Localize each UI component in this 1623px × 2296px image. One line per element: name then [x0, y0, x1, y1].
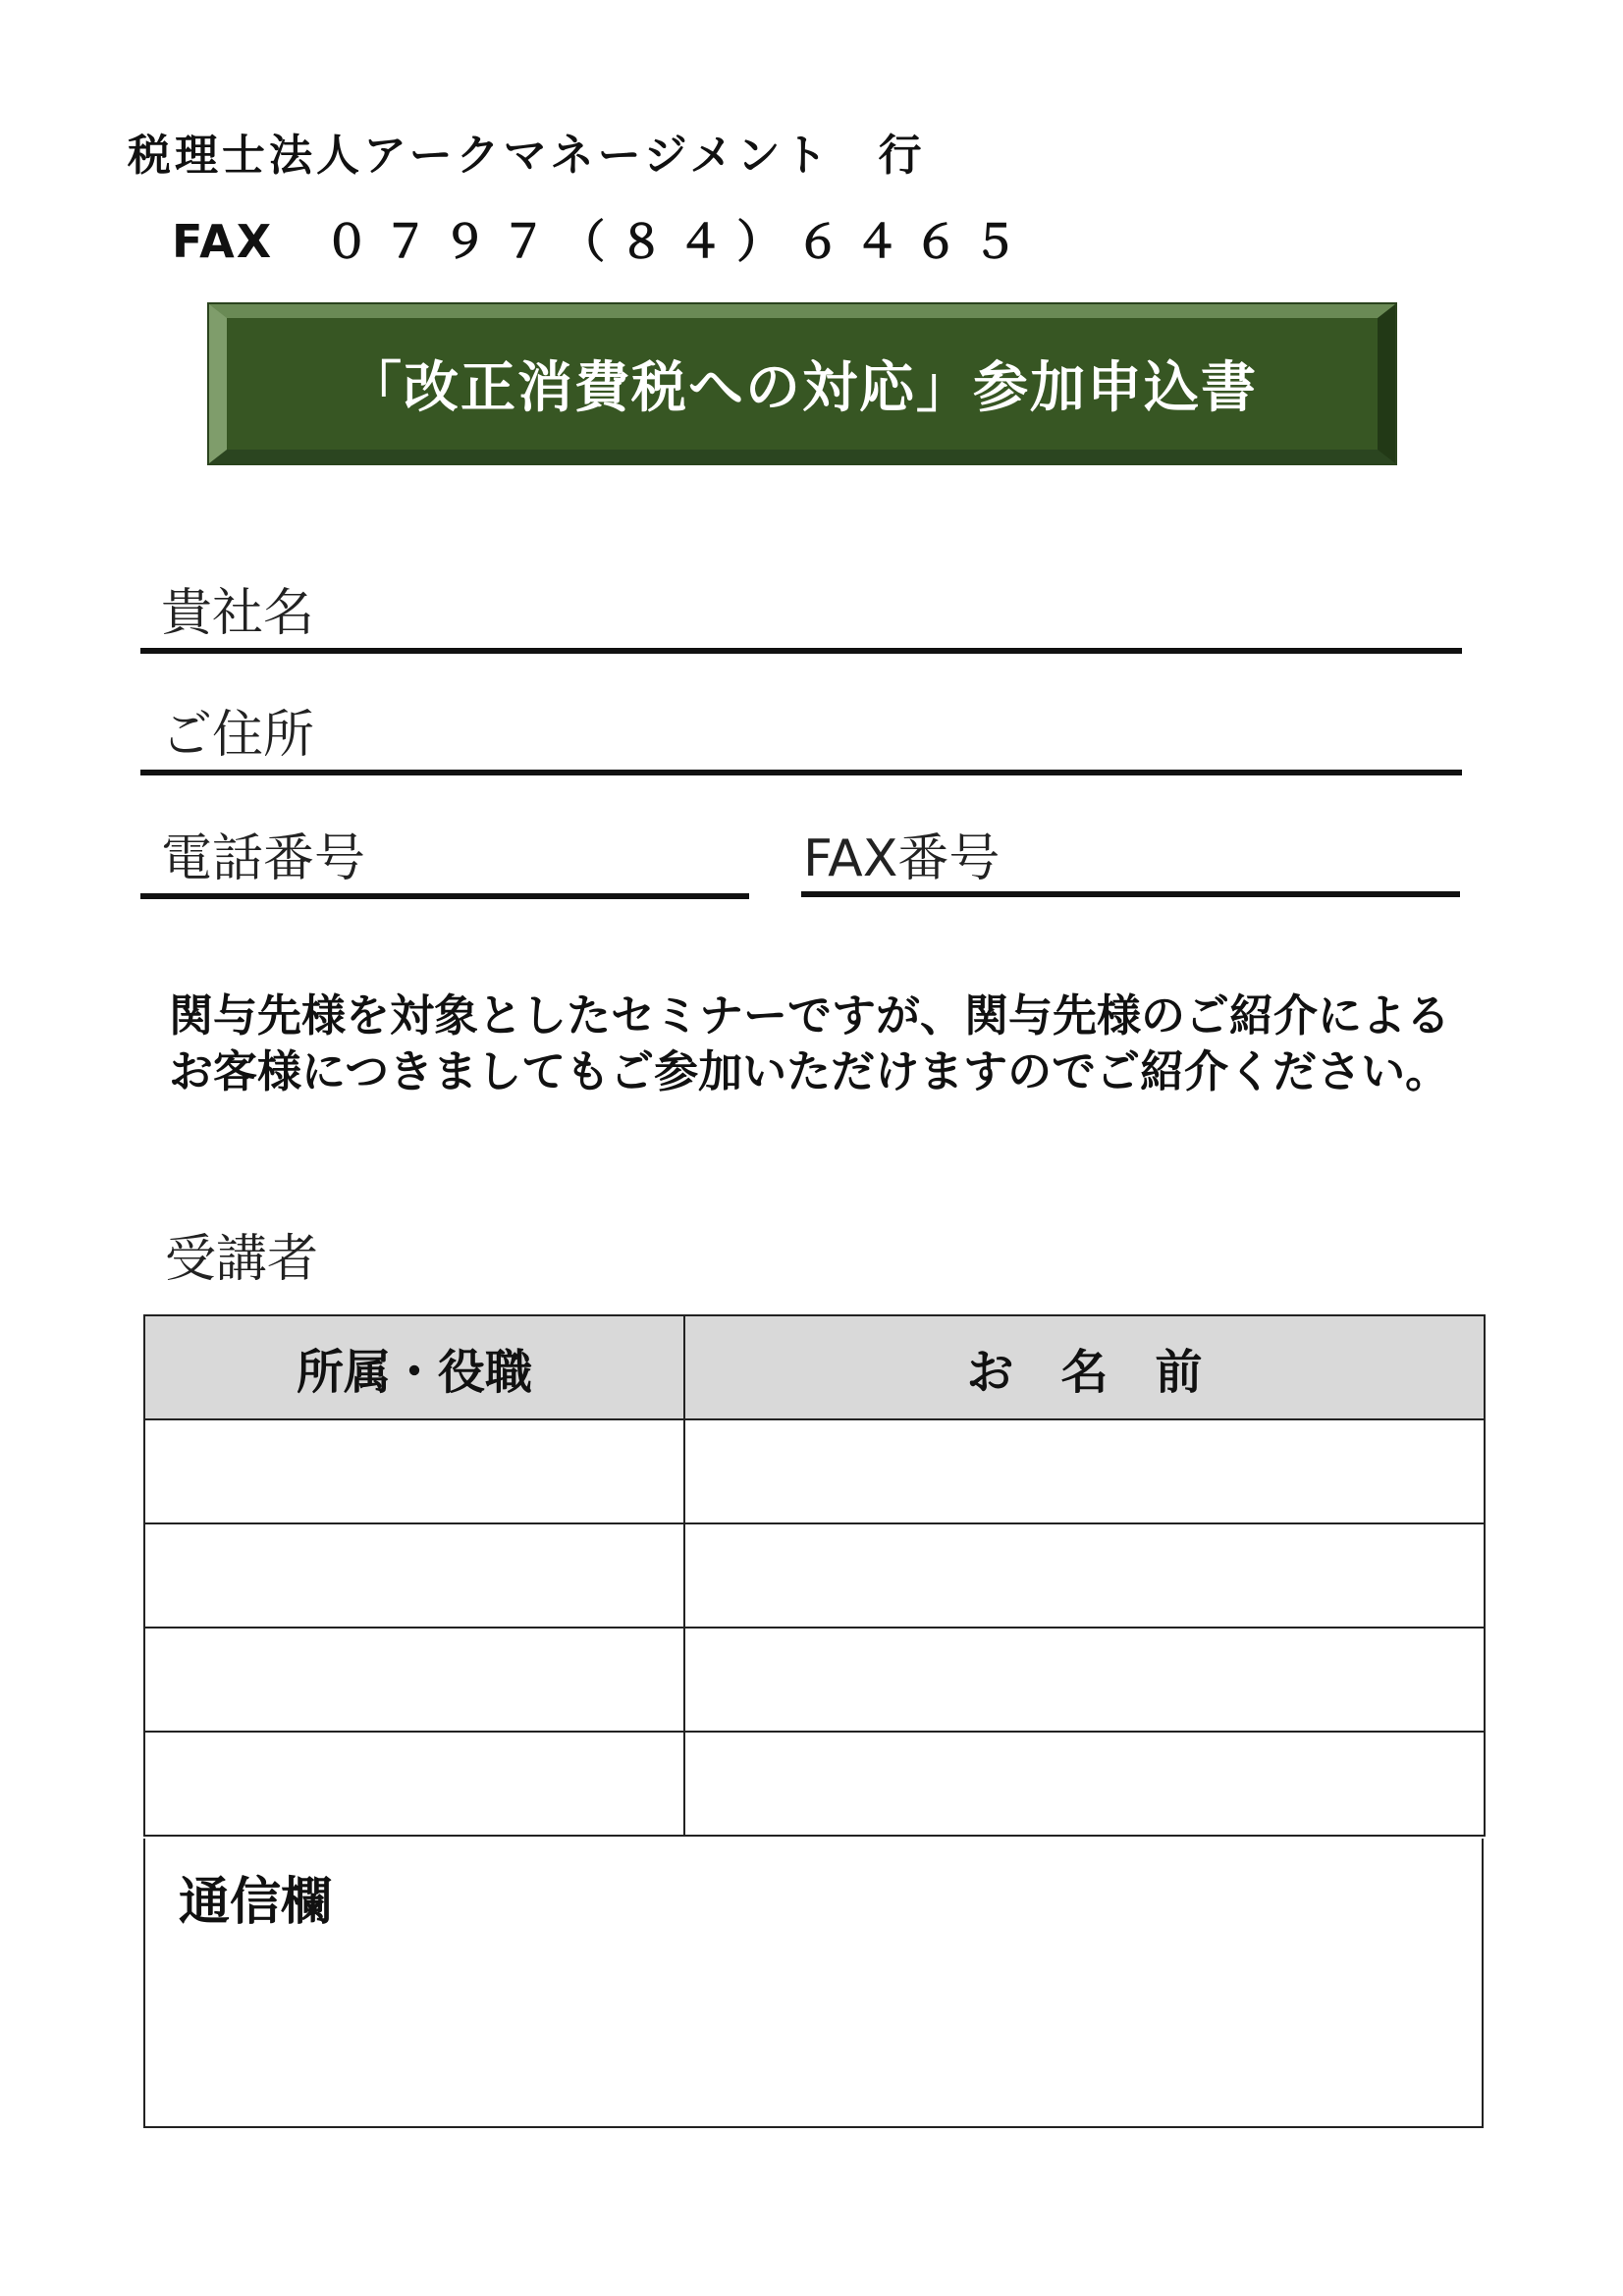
column-header-name: お 名 前	[684, 1315, 1485, 1419]
table-header-row	[144, 1315, 1485, 1419]
affiliation-cell[interactable]	[144, 1523, 684, 1628]
note-line-1: 関与先様を対象としたセミナーですが、関与先様のご紹介による	[169, 989, 1451, 1041]
note-line-2: お客様につきましてもご参加いただけますのでご紹介ください。	[169, 1045, 1450, 1097]
fax-number: ０７９７（８４）６４６５	[324, 215, 1032, 268]
note-paragraph	[169, 988, 1451, 1099]
address-field[interactable]	[140, 770, 1462, 775]
name-cell[interactable]	[684, 1523, 1485, 1628]
addressee: 税理士法人アークマネージメント 行	[128, 131, 926, 181]
column-header-affiliation: 所属・役職	[144, 1315, 684, 1419]
affiliation-cell[interactable]	[144, 1419, 684, 1523]
phone-label: 電話番号	[161, 829, 366, 888]
communication-box[interactable]	[143, 1839, 1484, 2128]
name-cell[interactable]	[684, 1732, 1485, 1836]
company-label: 貴社名	[161, 584, 315, 643]
table-row	[144, 1419, 1485, 1523]
table-row	[144, 1732, 1485, 1836]
affiliation-cell[interactable]	[144, 1732, 684, 1836]
destination-fax	[172, 206, 1031, 271]
name-cell[interactable]	[684, 1419, 1485, 1523]
fax-label: FAX	[172, 215, 274, 268]
form-title: 「改正消費税への対応」参加申込書	[347, 356, 1258, 420]
company-field[interactable]	[140, 648, 1462, 654]
attendees-table	[143, 1314, 1486, 1837]
table-row	[144, 1628, 1485, 1732]
fax-number-field[interactable]	[801, 891, 1460, 897]
communication-label: 通信欄	[179, 1873, 333, 1932]
attendees-label: 受講者	[165, 1230, 319, 1289]
fax-number-label: FAX番号	[803, 829, 1001, 888]
affiliation-cell[interactable]	[144, 1628, 684, 1732]
table-row	[144, 1523, 1485, 1628]
address-label: ご住所	[161, 706, 315, 765]
title-banner	[209, 304, 1395, 463]
name-cell[interactable]	[684, 1628, 1485, 1732]
phone-field[interactable]	[140, 893, 749, 899]
